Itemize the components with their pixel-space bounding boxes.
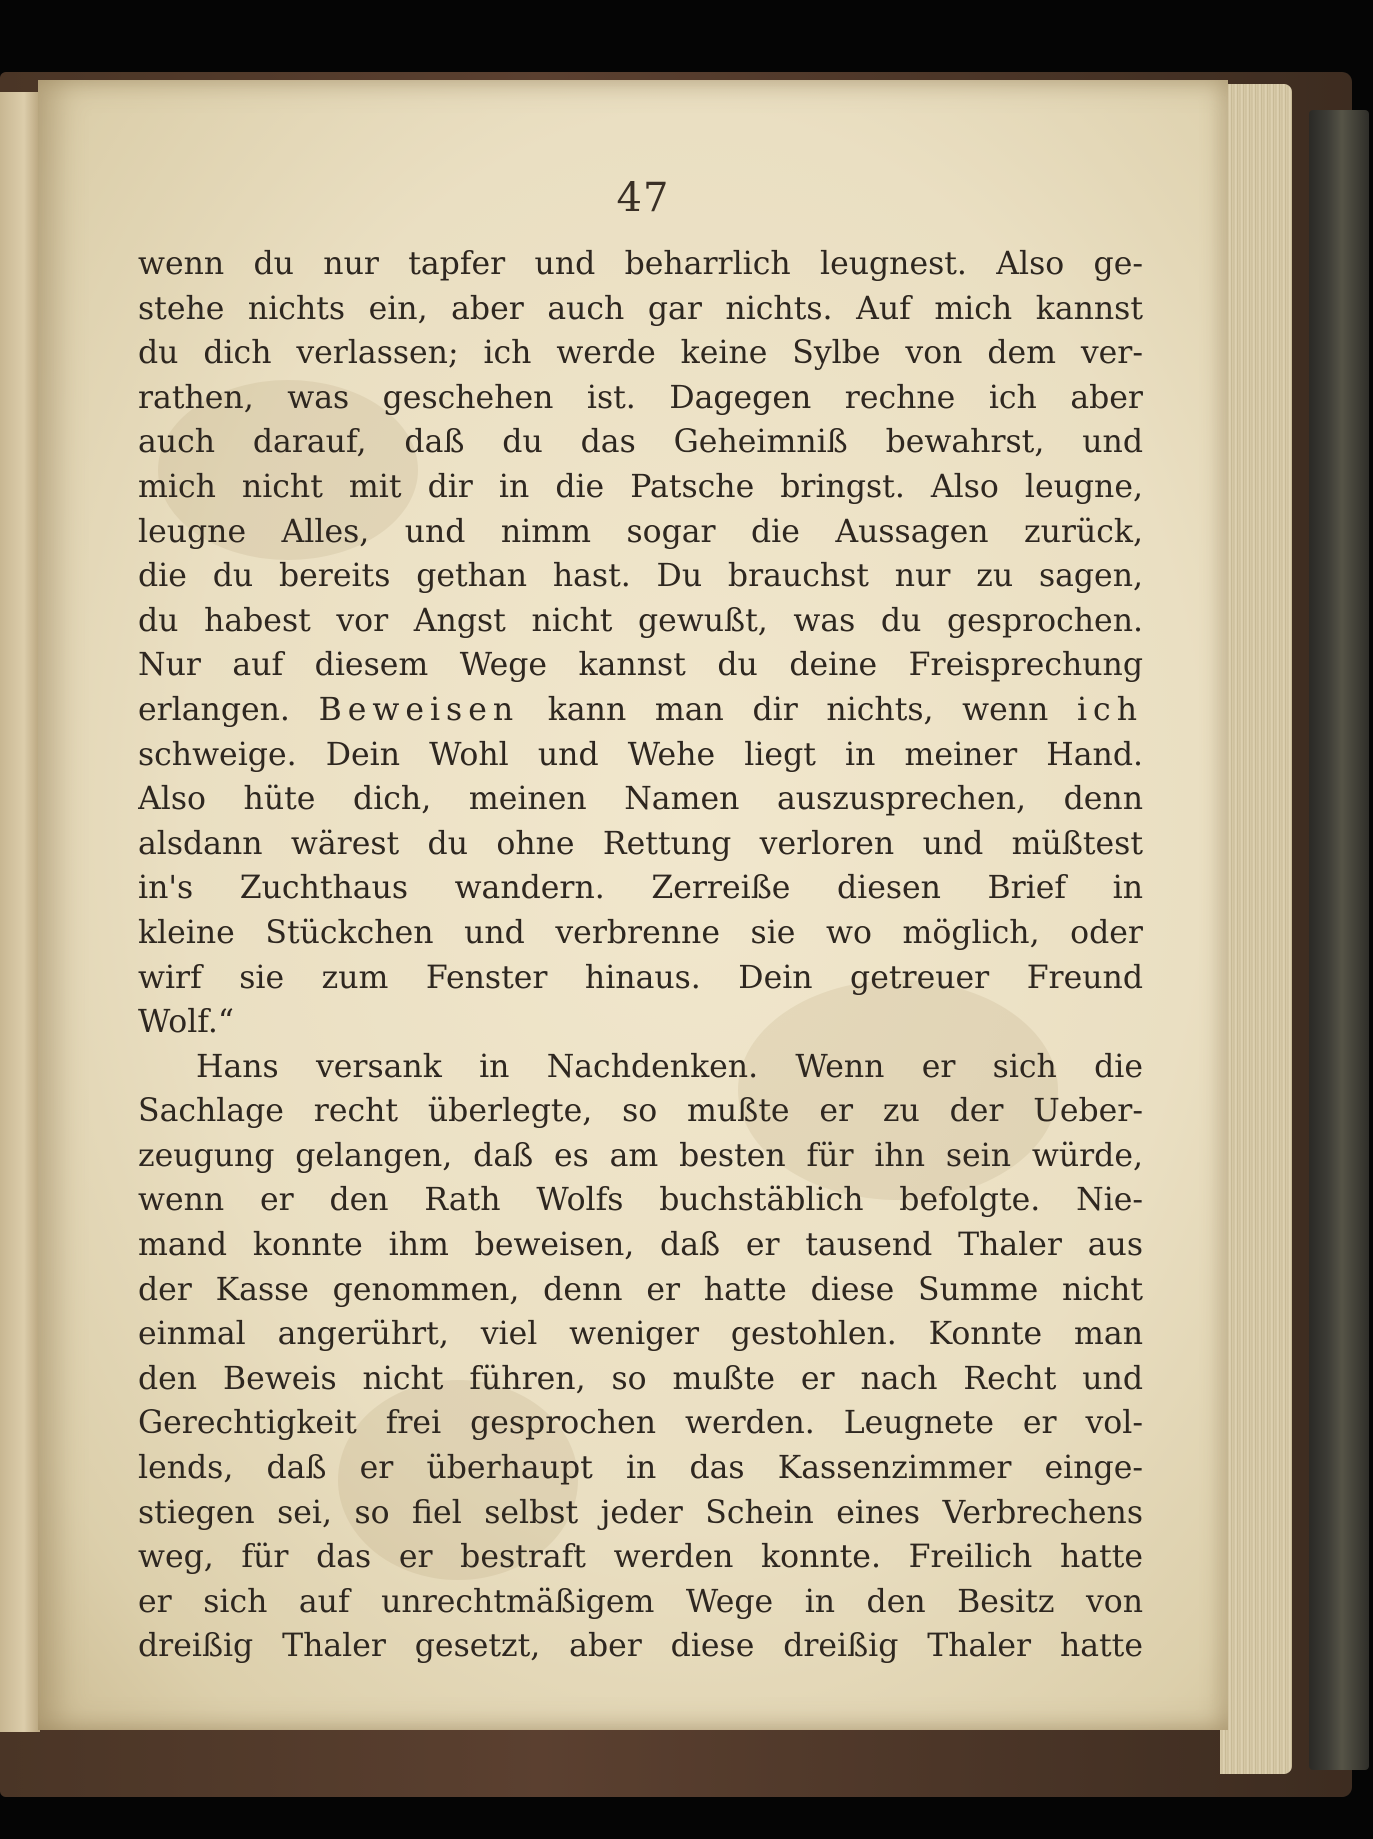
- emphasized-text: Beweisen: [318, 691, 520, 728]
- text-line: rathen, was geschehen ist. Dagegen rechne ich aber: [138, 379, 1143, 416]
- text-line: wenn du nur tapfer und beharrlich leugnest. Also ge-: [138, 246, 1143, 282]
- text-line: Sachlage recht überlegte, so mußte er zu der Ueber-: [138, 1093, 1143, 1130]
- page-edges-stack: [1220, 84, 1292, 1774]
- text-line: stehe nichts ein, aber auch gar nichts. Auf mich kannst: [138, 290, 1143, 327]
- text-line: Gerechtigkeit frei gesprochen werden. Leugnete er vol-: [138, 1405, 1143, 1442]
- text-line: weg, für das er bestraft werden konnte. Freilich hatte: [138, 1539, 1143, 1576]
- text-line: kleine Stückchen und verbrenne sie wo möglich, oder: [138, 914, 1143, 951]
- previous-page-edge: [0, 92, 40, 1732]
- text-line: wenn er den Rath Wolfs buchstäblich befolgte. Nie-: [138, 1182, 1143, 1219]
- text-line: [138, 688, 1143, 733]
- text-line: Hans versank in Nachdenken. Wenn er sich die: [196, 1048, 1143, 1085]
- text-line: auch darauf, daß du das Geheimniß bewahrst, und: [138, 424, 1143, 461]
- text-line: Nur auf diesem Wege kannst du deine Freisprechung: [138, 647, 1143, 684]
- text-run: erlangen.: [138, 691, 319, 728]
- emphasized-text: ich: [1076, 691, 1143, 728]
- text-line: die du bereits gethan hast. Du brauchst nur zu sagen,: [138, 558, 1143, 595]
- text-line: alsdann wärest du ohne Rettung verloren und müßtest: [138, 825, 1143, 862]
- text-line: dreißig Thaler gesetzt, aber diese dreißig Thaler hatte: [138, 1628, 1143, 1665]
- text-line: der Kasse genommen, denn er hatte diese Summe nicht: [138, 1271, 1143, 1308]
- page-number: 47: [616, 175, 670, 221]
- text-line: du habest vor Angst nicht gewußt, was du gesprochen.: [138, 602, 1143, 639]
- text-line: einmal angerührt, viel weniger gestohlen. Konnte man: [138, 1316, 1143, 1353]
- text-line: Wolf.“: [138, 1004, 234, 1041]
- book-binding-edge: [1309, 110, 1369, 1770]
- book-page: [38, 80, 1228, 1730]
- text-line: lends, daß er überhaupt in das Kassenzimmer einge-: [138, 1450, 1143, 1487]
- text-line: in's Zuchthaus wandern. Zerreiße diesen Brief in: [138, 870, 1143, 907]
- text-line: Also hüte dich, meinen Namen auszusprechen, denn: [138, 781, 1143, 818]
- text-line: stiegen sei, so fiel selbst jeder Schein eines Verbrechens: [138, 1494, 1143, 1531]
- text-run: kann man dir nichts, wenn: [519, 691, 1077, 728]
- text-line: den Beweis nicht führen, so mußte er nach Recht und: [138, 1360, 1143, 1397]
- text-line: mich nicht mit dir in die Patsche bringst. Also leugne,: [138, 468, 1143, 505]
- text-line: mand konnte ihm beweisen, daß er tausend Thaler aus: [138, 1227, 1143, 1264]
- text-line: er sich auf unrechtmäßigem Wege in den Besitz von: [138, 1583, 1143, 1620]
- text-line: schweige. Dein Wohl und Wehe liegt in meiner Hand.: [138, 736, 1143, 773]
- text-line: zeugung gelangen, daß es am besten für ihn sein würde,: [138, 1137, 1143, 1174]
- page-body-text: [138, 242, 1143, 1669]
- text-line: du dich verlassen; ich werde keine Sylbe von dem ver-: [138, 335, 1143, 372]
- text-line: leugne Alles, und nimm sogar die Aussagen zurück,: [138, 513, 1143, 550]
- text-line: wirf sie zum Fenster hinaus. Dein getreuer Freund: [138, 959, 1143, 996]
